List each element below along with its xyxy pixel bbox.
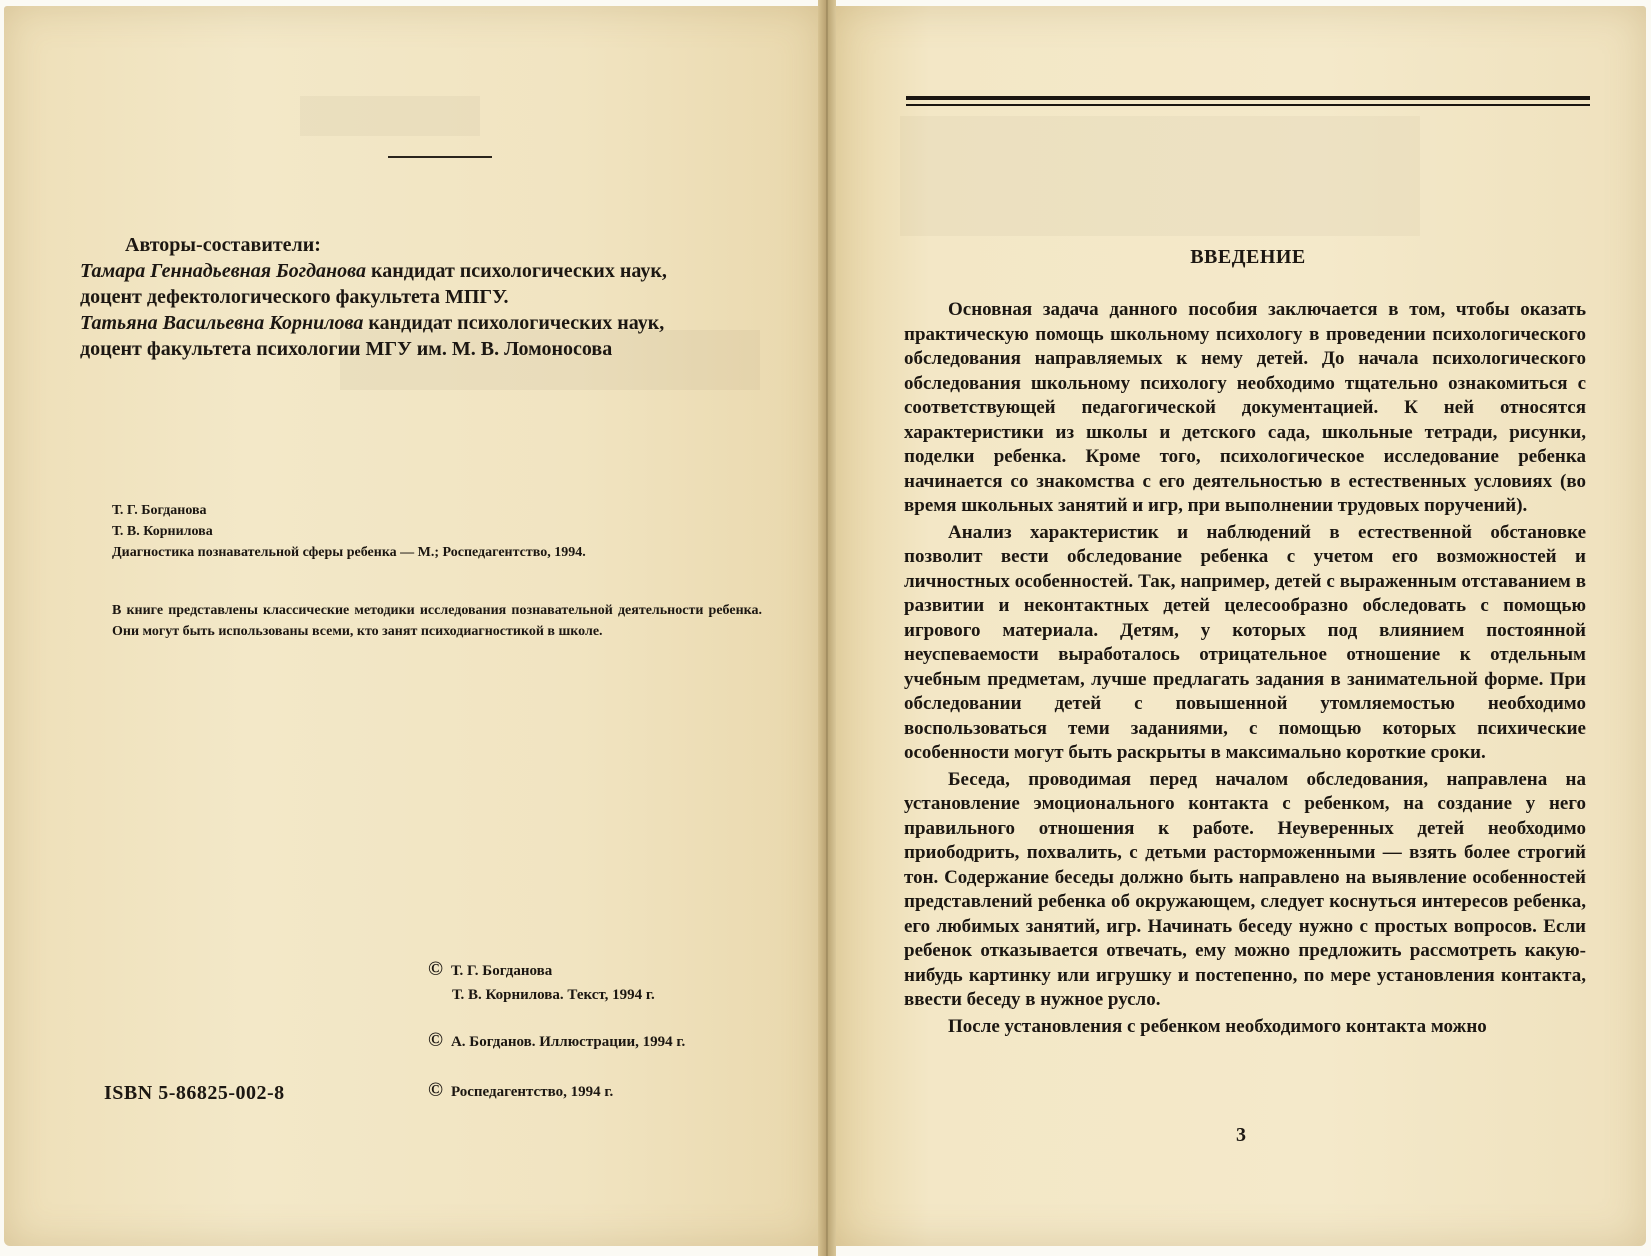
authors-heading: Авторы-составители:: [125, 234, 321, 256]
author-2-position: доцент факультета психологии МГУ им. М. В. Ломоносова: [80, 338, 613, 360]
book-spine: [818, 0, 836, 1256]
copyright-publisher: [428, 1078, 613, 1104]
book-annotation: В книге представлены классические методики исследования познавательной деятельности ребенка. Они могут быть использованы всеми, кто занят психодиагностикой в школе.: [112, 603, 762, 639]
paragraph: Анализ характеристик и наблюдений в естественной обстановке позволит вести обследование ребенка с учетом его возможностей и личностных особенностей. Так, например, детей с выраженным отставанием в развитии и неконтактных детей целесообразно обследовать с помощью игрового материала. Детям, у которых под влиянием постоянной неуспеваемости выработалось отрицательное отношение к отдельным учебным предметам, лучше предлагать задания в занимательной форме. При обследовании детей с повышенной утомляемостью необходимо воспользоваться теми заданиями, с помощью которых психические особенности могут быть раскрыты в максимально короткие сроки.: [904, 521, 1586, 763]
copyright-symbol: ©: [428, 1079, 443, 1101]
biblio-author-1: Т. Г. Богданова: [112, 503, 207, 518]
copyright-publisher-text: Роспедагентство, 1994 г.: [450, 1084, 614, 1100]
author-2-name: Татьяна Васильевна Корнилова: [80, 312, 364, 334]
copyright-symbol: ©: [428, 1029, 443, 1051]
body-text: [904, 298, 1586, 1041]
copyright-authors-line-1: Т. Г. Богданова: [450, 963, 553, 979]
page-number: 3: [1236, 1124, 1246, 1146]
copyright-illustrations-text: А. Богданов. Иллюстрации, 1994 г.: [450, 1034, 686, 1050]
author-1-degree: кандидат психологических наук,: [365, 260, 667, 282]
author-1-line-1: [80, 258, 760, 284]
author-1-position: доцент дефектологического факультета МПГУ.: [80, 286, 509, 308]
header-rule-thick: [906, 96, 1590, 100]
isbn-number: ISBN 5-86825-002-8: [104, 1082, 285, 1104]
bibliographic-record: [112, 500, 752, 563]
paragraph: Беседа, проводимая перед началом обследования, направлена на установление эмоционального контакта с ребенком, на создание у него правильного отношения к работе. Неуверенных детей необходимо приободрить, похвалить, с детьми расторможенными — взять более строгий тон. Содержание беседы должно быть направлено на выявление особенностей представлений ребенка об окружающем, следует коснуться интересов ребенка, его любимых занятий, игр. Начинать беседу нужно с простых вопросов. Если ребенок отказывается отвечать, ему можно предложить рассмотреть какую-нибудь картинку или игрушку и постепенно, по мере установления контакта, ввести беседу в нужное русло.: [904, 768, 1586, 1010]
copyright-authors-line-2: Т. В. Корнилова. Текст, 1994 г.: [452, 987, 655, 1003]
biblio-author-2: Т. В. Корнилова: [112, 524, 213, 539]
header-rule-thin: [906, 104, 1590, 106]
copyright-symbol: ©: [428, 958, 443, 980]
chapter-title: ВВЕДЕНИЕ: [1190, 246, 1306, 268]
authors-block: [80, 232, 760, 362]
paragraph: Основная задача данного пособия заключается в том, чтобы оказать практическую помощь школьному психологу в проведении психологического обследования направляемых к нему детей. До начала психологического обследования школьному психологу необходимо тщательно ознакомиться с соответствующей педагогической документацией. К ней относятся характеристики из школы и детского сада, школьные тетради, рисунки, поделки ребенка. Кроме того, психологическое исследование ребенка начинается со знакомства с его деятельностью в естественных условиях (во время школьных занятий и игр, при выполнении трудовых поручений).: [904, 299, 1586, 516]
biblio-title: Диагностика познавательной сферы ребенка — М.; Роспедагентство, 1994.: [112, 545, 586, 560]
paragraph: После установления с ребенком необходимого контакта можно: [948, 1015, 1487, 1037]
copyright-illustrations: [428, 1028, 685, 1054]
copyright-authors: [428, 957, 655, 1007]
separator-dash: [388, 156, 492, 158]
author-2-line-1: [80, 310, 760, 336]
author-2-degree: кандидат психологических наук,: [363, 312, 665, 334]
author-1-name: Тамара Геннадьевная Богданова: [80, 260, 366, 282]
